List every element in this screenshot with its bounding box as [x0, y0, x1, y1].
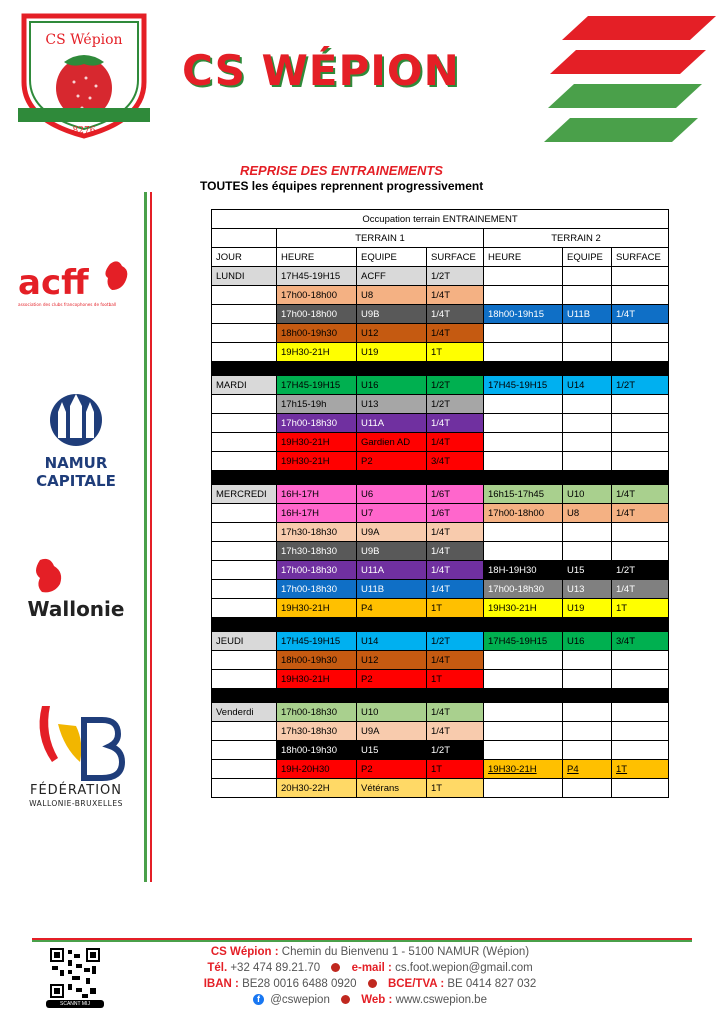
terrain2-team-cell [563, 343, 612, 362]
blank-cell [212, 229, 277, 248]
club-logo [16, 12, 152, 140]
terrain1-surface-cell: 1/2T [427, 632, 484, 651]
terrain2-surface-cell: 1/2T [612, 561, 669, 580]
terrain2-surface-cell [612, 722, 669, 741]
terrain1-time-cell: 18h00-19h30 [277, 324, 357, 343]
table-row [212, 651, 669, 670]
terrain1-surface-cell: 1/2T [427, 376, 484, 395]
divider-green [144, 192, 147, 882]
terrain1-team-cell: U8 [357, 286, 427, 305]
terrain1-team-cell: U9B [357, 542, 427, 561]
facebook-icon: f [253, 994, 264, 1005]
footer-email-label: e-mail : [351, 962, 392, 974]
terrain2-team-cell [563, 651, 612, 670]
table-row [212, 395, 669, 414]
terrain1-team-cell: U12 [357, 651, 427, 670]
footer-address-line [150, 946, 590, 958]
terrain1-team-cell: U13 [357, 395, 427, 414]
footer-rule [32, 938, 692, 942]
terrain1-surface-cell: 1/4T [427, 542, 484, 561]
terrain2-surface-cell: 1T [612, 599, 669, 618]
terrain1-team-cell: P2 [357, 760, 427, 779]
terrain2-time-cell [484, 286, 563, 305]
terrain2-team-cell [563, 670, 612, 689]
schedule-table [211, 209, 669, 798]
terrain1-surface-cell: 1/6T [427, 504, 484, 523]
terrain1-surface-cell: 1/4T [427, 414, 484, 433]
day-cell [212, 452, 277, 471]
footer-name-label: CS Wépion : [210, 946, 279, 958]
separator-row [212, 471, 669, 485]
terrain1-team-cell: U7 [357, 504, 427, 523]
terrain1-time-cell: 19H30-21H [277, 670, 357, 689]
terrain1-surface-cell: 1T [427, 760, 484, 779]
terrain2-time-cell: 17H45-19H15 [484, 376, 563, 395]
column-header: EQUIPE [357, 248, 427, 267]
terrain2-surface-cell: 1T [612, 760, 669, 779]
terrain1-surface-cell: 1/2T [427, 395, 484, 414]
terrain2-surface-cell [612, 267, 669, 286]
acff-logo [14, 256, 138, 316]
table-row [212, 267, 669, 286]
terrain2-team-cell: U8 [563, 504, 612, 523]
strawberry-icon [331, 963, 340, 972]
footer-facebook[interactable]: @cswepion [270, 994, 330, 1006]
table-row [212, 305, 669, 324]
day-cell [212, 414, 277, 433]
terrain2-surface-cell [612, 741, 669, 760]
terrain2-surface-cell: 3/4T [612, 632, 669, 651]
terrain2-time-cell [484, 433, 563, 452]
footer-social-line [150, 994, 590, 1006]
terrain1-surface-cell: 1T [427, 670, 484, 689]
terrain2-surface-cell [612, 452, 669, 471]
terrain2-time-cell: 17h00-18h30 [484, 580, 563, 599]
terrain1-time-cell: 19H30-21H [277, 452, 357, 471]
table-row [212, 542, 669, 561]
terrain2-team-cell: U14 [563, 376, 612, 395]
logo-text: CS Wépion [45, 32, 123, 48]
terrain1-team-cell: P2 [357, 670, 427, 689]
terrain1-time-cell: 18h00-19h30 [277, 651, 357, 670]
terrain2-team-cell: U19 [563, 599, 612, 618]
terrain2-surface-cell [612, 703, 669, 722]
table-row [212, 632, 669, 651]
fwb-logo [14, 700, 138, 810]
terrain1-time-cell: 17h00-18h30 [277, 414, 357, 433]
terrain1-surface-cell: 1/4T [427, 561, 484, 580]
terrain2-surface-cell [612, 670, 669, 689]
strawberry-icon [368, 979, 377, 988]
terrain1-surface-cell: 1T [427, 343, 484, 362]
terrain2-team-cell [563, 452, 612, 471]
terrain1-team-cell: U11B [357, 580, 427, 599]
terrain2-team-cell [563, 542, 612, 561]
terrain1-time-cell: 17h00-18h30 [277, 580, 357, 599]
terrain2-surface-cell: 1/4T [612, 485, 669, 504]
terrain2-team-cell [563, 286, 612, 305]
terrain1-time-cell: 17h15-19h [277, 395, 357, 414]
terrain1-team-cell: U9A [357, 722, 427, 741]
day-cell [212, 343, 277, 362]
footer-bank-line [150, 978, 590, 990]
terrain2-surface-cell [612, 324, 669, 343]
day-cell: MERCREDI [212, 485, 277, 504]
table-row [212, 599, 669, 618]
namur-capitale-logo [14, 392, 138, 492]
terrain2-team-cell: U11B [563, 305, 612, 324]
terrain2-surface-cell [612, 343, 669, 362]
footer-web-label: Web : [361, 994, 393, 1006]
terrain2-surface-cell [612, 414, 669, 433]
terrain1-surface-cell: 1/4T [427, 523, 484, 542]
terrain1-time-cell: 17h00-18h00 [277, 305, 357, 324]
column-header: EQUIPE [563, 248, 612, 267]
table-row [212, 376, 669, 395]
terrain1-time-cell: 19H-20H30 [277, 760, 357, 779]
terrain1-surface-cell: 1/6T [427, 485, 484, 504]
terrain1-time-cell: 20H30-22H [277, 779, 357, 798]
terrain2-team-cell: U15 [563, 561, 612, 580]
terrain2-surface-cell: 1/2T [612, 376, 669, 395]
terrain1-team-cell: U14 [357, 632, 427, 651]
terrain2-team-cell [563, 523, 612, 542]
terrain1-surface-cell: 1/4T [427, 324, 484, 343]
terrain2-header: TERRAIN 2 [484, 229, 669, 248]
terrain2-time-cell [484, 670, 563, 689]
column-header: HEURE [484, 248, 563, 267]
day-cell [212, 599, 277, 618]
terrain2-team-cell [563, 722, 612, 741]
terrain1-surface-cell: 1/4T [427, 305, 484, 324]
terrain1-team-cell: U9A [357, 523, 427, 542]
table-row [212, 670, 669, 689]
terrain2-team-cell [563, 414, 612, 433]
terrain2-team-cell [563, 703, 612, 722]
terrain2-time-cell [484, 395, 563, 414]
footer-bce-label: BCE/TVA : [387, 978, 445, 990]
terrain2-time-cell [484, 523, 563, 542]
separator-cell [212, 471, 669, 485]
subtitle-secondary: TOUTES les équipes reprennent progressivement [200, 179, 484, 193]
strawberry-icon [341, 995, 350, 1004]
terrain2-surface-cell [612, 542, 669, 561]
namur-line2: CAPITALE [36, 472, 116, 490]
terrain1-team-cell: U9B [357, 305, 427, 324]
terrain1-team-cell: U11A [357, 414, 427, 433]
terrain2-surface-cell [612, 433, 669, 452]
terrain1-team-cell: P4 [357, 599, 427, 618]
day-cell [212, 305, 277, 324]
qr-code [50, 948, 100, 998]
separator-row [212, 618, 669, 632]
table-caption: Occupation terrain ENTRAINEMENT [212, 210, 669, 229]
terrain2-team-cell [563, 395, 612, 414]
day-cell [212, 395, 277, 414]
terrain2-time-cell [484, 703, 563, 722]
terrain2-team-cell: P4 [563, 760, 612, 779]
day-cell [212, 286, 277, 305]
logo-number: 8276 [72, 126, 96, 136]
terrain2-team-cell [563, 779, 612, 798]
terrain1-time-cell: 19H30-21H [277, 599, 357, 618]
terrain1-time-cell: 17h30-18h30 [277, 722, 357, 741]
column-header: HEURE [277, 248, 357, 267]
terrain1-header: TERRAIN 1 [277, 229, 484, 248]
terrain1-time-cell: 17h00-18h30 [277, 561, 357, 580]
terrain1-surface-cell: 1/4T [427, 703, 484, 722]
terrain1-time-cell: 17H45-19H15 [277, 632, 357, 651]
footer-contact-line [150, 962, 590, 974]
day-cell: LUNDI [212, 267, 277, 286]
terrain1-time-cell: 17h00-18h30 [277, 703, 357, 722]
table-row [212, 580, 669, 599]
terrain1-team-cell: U16 [357, 376, 427, 395]
day-cell [212, 523, 277, 542]
terrain2-time-cell [484, 651, 563, 670]
terrain2-team-cell [563, 324, 612, 343]
column-header: SURFACE [612, 248, 669, 267]
day-cell [212, 433, 277, 452]
separator-row [212, 362, 669, 376]
day-cell [212, 561, 277, 580]
footer-iban: BE28 0016 6488 0920 [242, 978, 357, 990]
day-cell [212, 542, 277, 561]
separator-cell [212, 362, 669, 376]
terrain1-team-cell: U6 [357, 485, 427, 504]
terrain2-team-cell: U10 [563, 485, 612, 504]
terrain2-time-cell [484, 741, 563, 760]
day-cell [212, 760, 277, 779]
terrain2-team-cell: U13 [563, 580, 612, 599]
table-row [212, 343, 669, 362]
terrain2-time-cell [484, 267, 563, 286]
terrain1-surface-cell: 1/2T [427, 267, 484, 286]
table-row [212, 324, 669, 343]
table-row [212, 523, 669, 542]
subtitle: REPRISE DES ENTRAINEMENTS [240, 163, 443, 178]
footer-iban-label: IBAN : [203, 978, 239, 990]
terrain1-team-cell: P2 [357, 452, 427, 471]
terrain2-time-cell [484, 722, 563, 741]
table-row [212, 722, 669, 741]
day-cell: JEUDI [212, 632, 277, 651]
terrain1-surface-cell: 3/4T [427, 452, 484, 471]
table-row [212, 414, 669, 433]
terrain2-team-cell: U16 [563, 632, 612, 651]
table-row [212, 504, 669, 523]
terrain1-team-cell: U12 [357, 324, 427, 343]
terrain2-time-cell [484, 779, 563, 798]
terrain2-surface-cell: 1/4T [612, 580, 669, 599]
column-header: JOUR [212, 248, 277, 267]
footer-bce: BE 0414 827 032 [447, 978, 537, 990]
day-cell: Venderdi [212, 703, 277, 722]
terrain1-surface-cell: 1T [427, 599, 484, 618]
column-header: SURFACE [427, 248, 484, 267]
terrain1-time-cell: 17H45-19H15 [277, 376, 357, 395]
footer-address: Chemin du Bienvenu 1 - 5100 NAMUR (Wépion) [281, 946, 530, 958]
terrain2-team-cell [563, 433, 612, 452]
table-row [212, 703, 669, 722]
table-row [212, 452, 669, 471]
terrain1-surface-cell: 1T [427, 779, 484, 798]
terrain1-surface-cell: 1/4T [427, 651, 484, 670]
terrain2-time-cell: 17h00-18h00 [484, 504, 563, 523]
wallonie-logo [14, 556, 138, 622]
day-cell [212, 722, 277, 741]
day-cell [212, 580, 277, 599]
terrain1-time-cell: 19H30-21H [277, 433, 357, 452]
terrain1-surface-cell: 1/4T [427, 580, 484, 599]
day-cell [212, 741, 277, 760]
qr-caption: SCANNT MIJ [46, 1000, 104, 1008]
terrain2-time-cell [484, 343, 563, 362]
table-row [212, 286, 669, 305]
terrain2-surface-cell: 1/4T [612, 305, 669, 324]
day-cell: MARDI [212, 376, 277, 395]
separator-row [212, 689, 669, 703]
terrain1-surface-cell: 1/4T [427, 722, 484, 741]
decorative-stripes [540, 12, 716, 152]
terrain2-time-cell: 19H30-21H [484, 760, 563, 779]
terrain1-surface-cell: 1/4T [427, 433, 484, 452]
terrain2-time-cell [484, 452, 563, 471]
separator-cell [212, 618, 669, 632]
terrain1-surface-cell: 1/4T [427, 286, 484, 305]
terrain2-surface-cell [612, 523, 669, 542]
terrain1-time-cell: 17h00-18h00 [277, 286, 357, 305]
table-row [212, 760, 669, 779]
table-row [212, 741, 669, 760]
terrain2-surface-cell: 1/4T [612, 504, 669, 523]
wallonie-text: Wallonie [27, 597, 125, 621]
terrain1-time-cell: 19H30-21H [277, 343, 357, 362]
separator-cell [212, 689, 669, 703]
day-cell [212, 651, 277, 670]
terrain2-surface-cell [612, 779, 669, 798]
terrain1-team-cell: U15 [357, 741, 427, 760]
terrain2-surface-cell [612, 395, 669, 414]
terrain1-team-cell: Gardien AD [357, 433, 427, 452]
terrain1-team-cell: U11A [357, 561, 427, 580]
table-row [212, 433, 669, 452]
terrain2-time-cell: 18H-19H30 [484, 561, 563, 580]
terrain1-surface-cell: 1/2T [427, 741, 484, 760]
terrain1-team-cell: ACFF [357, 267, 427, 286]
terrain2-time-cell [484, 542, 563, 561]
terrain2-time-cell [484, 324, 563, 343]
terrain1-team-cell: Vétérans [357, 779, 427, 798]
terrain1-team-cell: U19 [357, 343, 427, 362]
divider-red [150, 192, 152, 882]
terrain1-time-cell: 17h30-18h30 [277, 523, 357, 542]
terrain2-time-cell: 18h00-19h15 [484, 305, 563, 324]
fwb-line1: FÉDÉRATION [29, 783, 123, 798]
terrain1-time-cell: 17h30-18h30 [277, 542, 357, 561]
table-row [212, 561, 669, 580]
footer-tel: +32 474 89.21.70 [230, 962, 321, 974]
day-cell [212, 779, 277, 798]
day-cell [212, 324, 277, 343]
acff-logo-text: acff [18, 263, 89, 303]
page-title: CS WÉPION [182, 46, 460, 95]
day-cell [212, 504, 277, 523]
day-cell [212, 670, 277, 689]
terrain1-time-cell: 17H45-19H15 [277, 267, 357, 286]
terrain1-time-cell: 16H-17H [277, 504, 357, 523]
terrain1-time-cell: 18h00-19h30 [277, 741, 357, 760]
table-row [212, 485, 669, 504]
terrain2-surface-cell [612, 286, 669, 305]
terrain2-time-cell: 16h15-17h45 [484, 485, 563, 504]
terrain1-team-cell: U10 [357, 703, 427, 722]
terrain1-time-cell: 16H-17H [277, 485, 357, 504]
acff-caption: association des clubs francophones de football [18, 302, 117, 307]
footer-email[interactable]: cs.foot.wepion@gmail.com [395, 962, 533, 974]
namur-line1: NAMUR [44, 454, 108, 472]
terrain2-time-cell: 17H45-19H15 [484, 632, 563, 651]
terrain2-team-cell [563, 267, 612, 286]
fwb-line2: WALLONIE-BRUXELLES [29, 799, 123, 808]
terrain2-surface-cell [612, 651, 669, 670]
footer-tel-label: Tél. [207, 962, 228, 974]
table-row [212, 779, 669, 798]
terrain2-time-cell [484, 414, 563, 433]
terrain2-team-cell [563, 741, 612, 760]
terrain2-time-cell: 19H30-21H [484, 599, 563, 618]
footer-web[interactable]: www.cswepion.be [395, 994, 487, 1006]
